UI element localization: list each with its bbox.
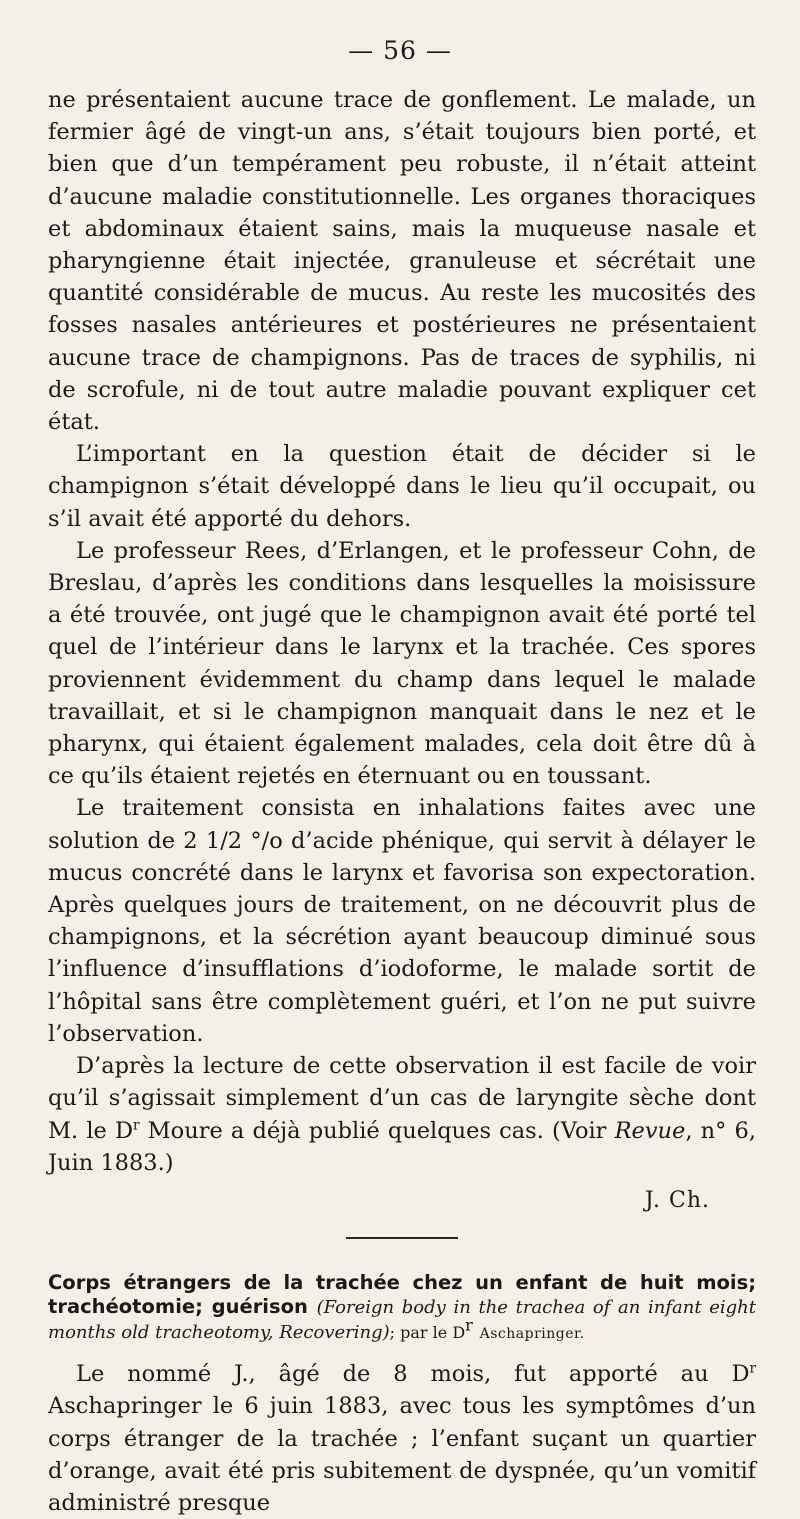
signature: J. Ch. bbox=[644, 1187, 710, 1213]
p5-text-c: , n° 6, Juin 1883.) bbox=[48, 1117, 756, 1176]
paragraph-5 bbox=[48, 1050, 756, 1179]
p4-percent: °/o bbox=[250, 827, 283, 854]
article-heading bbox=[48, 1271, 756, 1346]
page-number: — 56 — bbox=[348, 36, 452, 65]
article-author: Aschapringer. bbox=[479, 1326, 585, 1343]
p6-text-a: Le nommé J., âgé de 8 mois, fut apporté au D bbox=[76, 1361, 750, 1388]
article-by-sup: r bbox=[465, 1315, 473, 1335]
p4-text-a: Le traitement consista en inhalations faites avec une solution de 2 bbox=[48, 795, 756, 854]
p6-text-b: Aschapringer le 6 juin 1883, avec tous les symptômes d’un corps étranger de la trachée ; l’enfant suçant un quartier d’orange, avait été pris subitement de dyspnée, qu’un vomitif administré presque bbox=[48, 1393, 756, 1516]
p5-text-b: Moure a déjà publié quelques cas. (Voir bbox=[139, 1117, 615, 1144]
paragraph-3: Le professeur Rees, d’Erlangen, et le professeur Cohn, de Breslau, d’après les conditions dans lesquelles la moisissure a été trouvée, ont jugé que le champignon avait été porté tel quel de l’intérieur dans le larynx et la trachée. Ces spores proviennent évidemment du champ dans lequel le malade travaillait, et si le champignon manquait dans le nez et le pharynx, qui étaient également malades, cela doit être dû à ce qu’ils étaient rejetés en éternuant ou en toussant. bbox=[48, 537, 756, 790]
article-title-translation: (Foreign body in the trachea of an infant eight months old tracheotomy, Recovering) bbox=[48, 1297, 756, 1344]
article-title: Corps étrangers de la trachée chez un enfant de huit mois; trachéotomie; guérison bbox=[48, 1271, 756, 1319]
paragraph-1: ne présentaient aucune trace de gonflement. Le malade, un fermier âgé de vingt-un ans, s’était toujours bien porté, et bien que d’un tempérament peu robuste, il n’était atteint d’aucune maladie constitutionnelle. Les organes thoraciques et abdominaux étaient sains, mais la muqueuse nasale et pharyngienne était injectée, granuleuse et sécrétait une quantité considérable de mucus. Au reste les mucosités des fosses nasales antérieures et postérieures ne présentaient aucune trace de champignons. Pas de traces de syphilis, ni de scrofule, ni de tout autre maladie pouvant expliquer cet état. bbox=[48, 87, 756, 436]
p4-fraction: 1/2 bbox=[205, 827, 243, 854]
p6-sup: r bbox=[749, 1360, 756, 1377]
p4-text-b: d’acide phénique, qui servit à délayer le mucus concrété dans le larynx et favorisa son expectoration. Après quelques jours de traitement, on ne découvrit plus de champignons, et la sécrétion ayant beaucoup diminué sous l’influence d’insufflations d’iodoforme, le malade sortit de l’hôpital sans être complètement guéri, et l’on ne put suivre l’observation. bbox=[48, 827, 756, 1047]
p5-sup: r bbox=[133, 1117, 140, 1133]
paragraph-6 bbox=[48, 1358, 756, 1519]
journal-title: Revue bbox=[614, 1117, 686, 1144]
paragraph-2: L’important en la question était de décider si le champignon s’était développé dans le lieu qu’il occupait, ou s’il avait été apporté du dehors. bbox=[48, 441, 756, 532]
paragraph-4 bbox=[48, 792, 756, 1050]
p5-text-a: D’après la lecture de cette observation il est facile de voir qu’il s’agissait simplement d’un cas de laryngite sèche dont M. le D bbox=[48, 1053, 756, 1144]
article-by: ; par le D bbox=[389, 1323, 466, 1343]
section-divider bbox=[346, 1237, 458, 1239]
body-text bbox=[48, 84, 756, 1519]
